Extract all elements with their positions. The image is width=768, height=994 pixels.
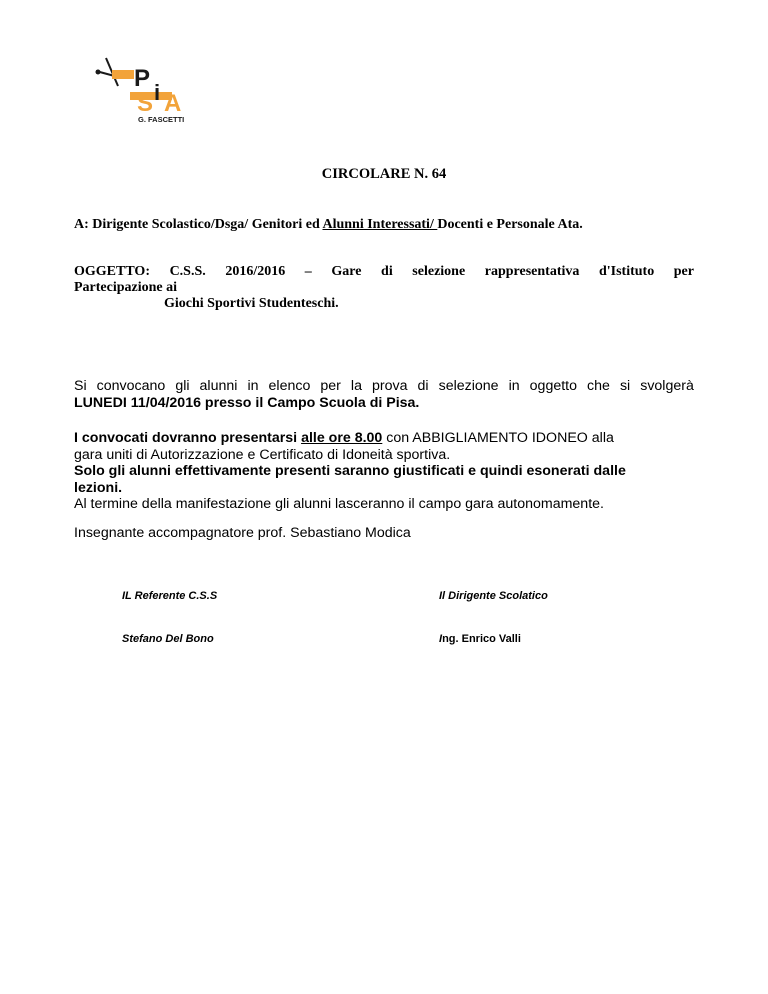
body-word: selezione — [438, 378, 499, 394]
body-word: che — [587, 378, 610, 394]
convocation-line-1 — [74, 378, 694, 395]
recipients-suffix: Docenti e Personale Ata. — [437, 217, 583, 232]
recipients-line — [74, 217, 583, 233]
dirigente-name-initial: I — [439, 633, 443, 645]
subject-word: – — [304, 264, 312, 279]
referente-title: IL Referente C.S.S — [122, 590, 218, 602]
dirigente-title: Il Dirigente Scolatico — [439, 590, 548, 602]
instructions-line-5: Al termine della manifestazione gli alunni lasceranno il campo gara autonomamente. — [74, 496, 604, 512]
logo-dot — [96, 70, 101, 75]
subject-word: d'Istituto — [598, 264, 655, 279]
instructions-rest: con ABBIGLIAMENTO IDONEO alla — [382, 430, 614, 446]
subject-line-2: Partecipazione ai — [74, 280, 178, 295]
body-word: prova — [372, 378, 408, 394]
logo-letter-a: A — [164, 90, 182, 117]
instructions-line-1 — [74, 430, 694, 447]
instructions-line-4: lezioni. — [74, 479, 123, 496]
subject-word: C.S.S. — [169, 264, 206, 279]
instructions-line-3: Solo gli alunni effettivamente presenti saranno giustificati e quindi esonerati dalle — [74, 463, 626, 479]
convocation-date-line: LUNEDI 11/04/2016 presso il Campo Scuola di Pisa. — [74, 395, 420, 411]
body-word: alunni — [199, 378, 238, 394]
body-word: per — [320, 378, 341, 394]
body-word: elenco — [268, 378, 311, 394]
body-word: gli — [175, 378, 190, 394]
pisa-logo-graphic — [92, 56, 196, 126]
instructions-bold: I convocati dovranno presentarsi — [74, 430, 302, 446]
body-word: di — [417, 378, 429, 394]
body-word: in — [247, 378, 259, 394]
instructions-paragraph — [74, 430, 694, 513]
body-word: in — [508, 378, 520, 394]
subject-block — [74, 264, 694, 312]
subject-line-3: Giochi Sportivi Studenteschi. — [164, 296, 339, 311]
teacher-line: Insegnante accompagnatore prof. Sebastiano Modica — [74, 525, 411, 541]
subject-word: per — [673, 264, 694, 279]
recipients-prefix: A: Dirigente Scolastico/Dsga/ Genitori ed — [74, 217, 323, 232]
body-word: svolgerà — [640, 378, 694, 394]
school-logo — [92, 56, 196, 126]
subject-line-1 — [74, 264, 694, 280]
subject-word: Gare — [331, 264, 362, 279]
body-word: convocano — [96, 378, 166, 394]
dirigente-name — [439, 633, 521, 645]
subject-word: rappresentativa — [484, 264, 580, 279]
body-word: Si — [74, 378, 87, 394]
dirigente-name-rest: ng. Enrico Valli — [442, 633, 521, 645]
body-word: la — [350, 378, 362, 394]
logo-caption: G. FASCETTI — [138, 115, 185, 124]
body-word: si — [619, 378, 631, 394]
convocation-paragraph — [74, 378, 694, 412]
subject-word: 2016/2016 — [225, 264, 286, 279]
logo-bar — [112, 70, 134, 79]
logo-letter-p: P — [134, 65, 151, 92]
subject-word: OGGETTO: — [74, 264, 150, 279]
body-word: oggetto — [529, 378, 578, 394]
logo-letter-i: i — [154, 80, 161, 105]
referente-name: Stefano Del Bono — [122, 633, 214, 645]
instructions-time: alle ore 8.00 — [301, 430, 383, 446]
recipients-underlined: Alunni Interessati/ — [322, 217, 438, 232]
subject-word: di — [381, 264, 393, 279]
instructions-line-2: gara uniti di Autorizzazione e Certificato di Idoneità sportiva. — [74, 446, 451, 463]
circular-number: CIRCOLARE N. 64 — [321, 166, 447, 182]
subject-word: selezione — [412, 264, 466, 279]
logo-letter-s: S — [137, 90, 154, 117]
